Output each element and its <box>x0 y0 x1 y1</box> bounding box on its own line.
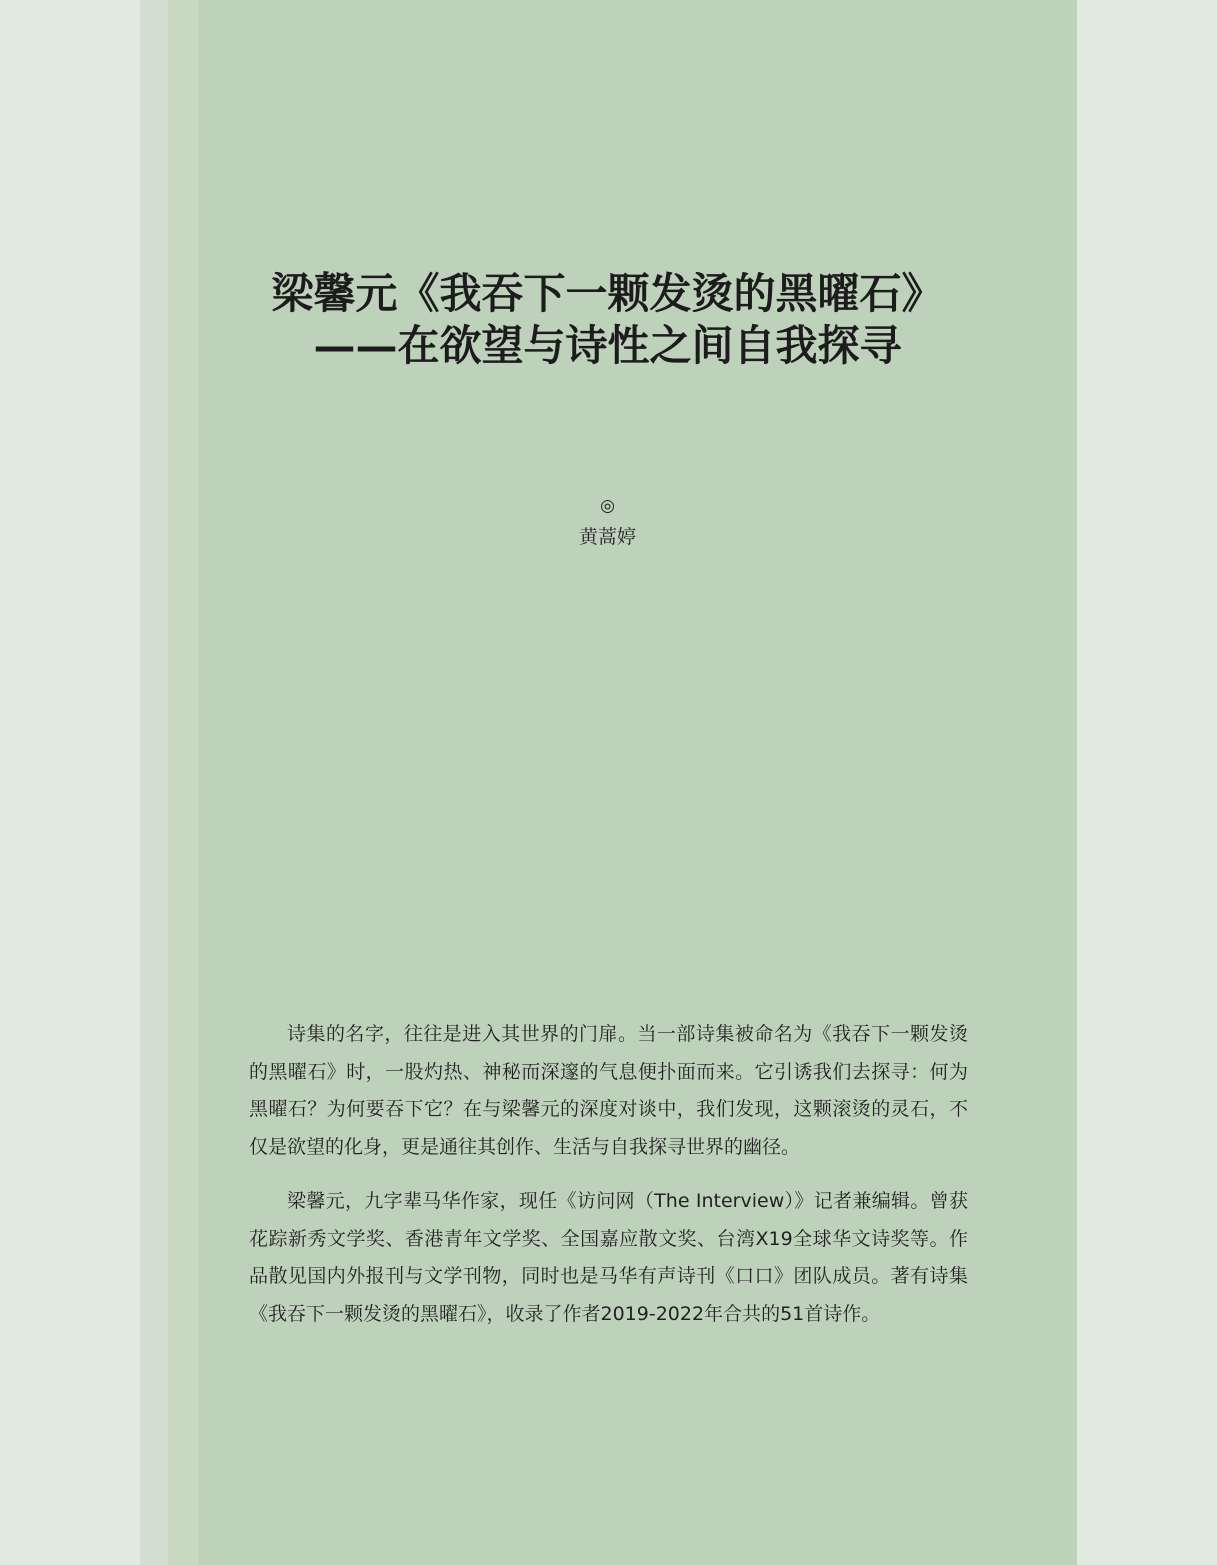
title-line-1: 梁馨元《我吞下一颗发烫的黑曜石》 <box>271 269 944 318</box>
title-line-2: ——在欲望与诗性之间自我探寻 <box>313 321 902 370</box>
article-title <box>198 268 1017 372</box>
document-page <box>198 0 1077 1565</box>
article-body <box>249 1016 968 1350</box>
author-name: 黄蒿婷 <box>578 526 636 548</box>
byline <box>198 494 1017 550</box>
paragraph-bio: 梁馨元，九字辈马华作家，现任《访问网（The Interview）》记者兼编辑。曾获花踪新秀文学奖、香港青年文学奖、全国嘉应散文奖、台湾X19全球华文诗奖等。作品散见国内外报刊与文学刊物，同时也是马华有声诗刊《口口》团队成员。著有诗集《我吞下一颗发烫的黑曜石》，收录了作者2019-2022年合共的51首诗作。 <box>249 1190 968 1325</box>
byline-mark-icon: ◎ <box>600 496 615 516</box>
paragraph-intro: 诗集的名字，往往是进入其世界的门扉。当一部诗集被命名为《我吞下一颗发烫的黑曜石》时，一股灼热、神秘而深邃的气息便扑面而来。它引诱我们去探寻：何为黑曜石？为何要吞下它？在与梁馨元的深度对谈中，我们发现，这颗滚烫的灵石，不仅是欲望的化身，更是通往其创作、生活与自我探寻世界的幽径。 <box>249 1023 968 1158</box>
